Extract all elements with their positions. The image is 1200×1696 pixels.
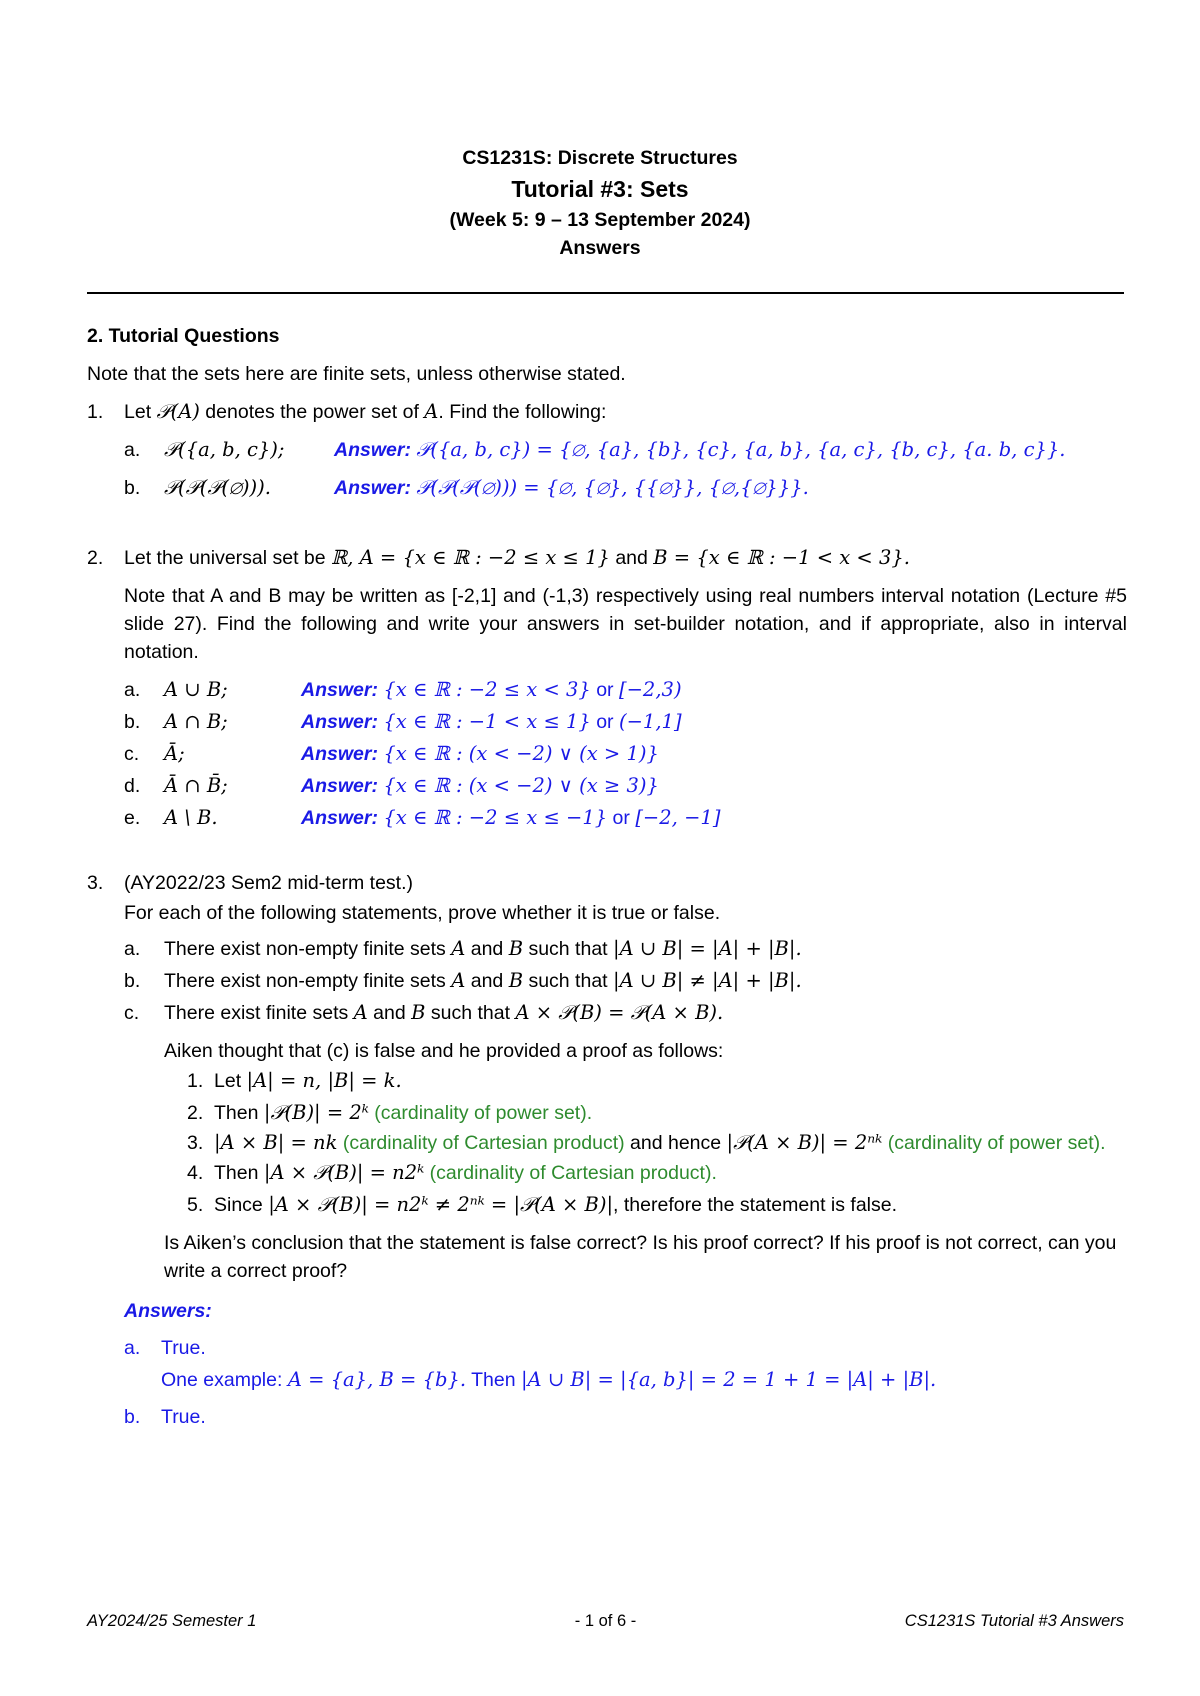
item-statement: There exist non-empty finite sets A and B such that |A ∪ B| = |A| + |B|. bbox=[164, 937, 802, 960]
interval-answer: [−2, −1] bbox=[635, 806, 721, 829]
interval-answer: [−2,3) bbox=[618, 678, 682, 701]
closing-question: Is Aiken’s conclusion that the statement is false correct? Is his proof correct? If his proof is not correct, can you write a correct proof? bbox=[164, 1232, 1117, 1282]
stem-text: Let the universal set be bbox=[124, 547, 332, 569]
section-note: Note that the sets here are finite sets, unless otherwise stated. bbox=[87, 363, 626, 385]
question-number: 1. bbox=[87, 401, 104, 423]
answers-heading: Answers: bbox=[124, 1300, 212, 1322]
question-stem bbox=[124, 542, 910, 574]
question-2e bbox=[87, 802, 1127, 834]
question-stem bbox=[124, 396, 606, 428]
header-divider bbox=[87, 292, 1124, 294]
stem-math: ℝ, A = {x ∈ ℝ : −2 ≤ x ≤ 1} bbox=[331, 546, 610, 569]
answer-3b: b. True. bbox=[124, 1406, 206, 1428]
answer-3a: a. True. bbox=[124, 1337, 206, 1359]
question-1a bbox=[87, 434, 1127, 466]
stem-math: B = {x ∈ ℝ : −1 < x < 3}. bbox=[653, 546, 910, 569]
stem-math: 𝒫(A) bbox=[156, 400, 200, 423]
question-2a bbox=[87, 674, 1127, 706]
item-label: a. bbox=[124, 679, 141, 701]
or-text: or bbox=[607, 807, 636, 829]
answer-label: Answer: bbox=[301, 775, 378, 797]
question-1 bbox=[87, 396, 1127, 428]
question-2c bbox=[87, 738, 1127, 770]
answer-label: Answer: bbox=[334, 439, 411, 461]
item-label: c. bbox=[124, 743, 140, 765]
question-3 bbox=[87, 868, 1127, 899]
question-2-note: Note that A and B may be written as [-2,1] and (-1,3) respectively using real numbers interval notation (Lecture #5 slide 27). Find the following and write your answers in set-builder notation, and if appropriate, also in interval notation. bbox=[124, 585, 1127, 663]
item-label: a. bbox=[124, 439, 141, 461]
page-title: Tutorial #3: Sets bbox=[511, 176, 689, 202]
answer-3a-example: One example: A = {a}, B = {b}. Then |A ∪ B| = |{a, b}| = 2 = 1 + 1 = |A| + |B|. bbox=[161, 1368, 937, 1391]
item-question: A \ B. bbox=[164, 806, 218, 829]
course-title: CS1231S: Discrete Structures bbox=[462, 147, 738, 169]
answer-label: Answer: bbox=[301, 711, 378, 733]
footer-semester: AY2024/25 Semester 1 bbox=[87, 1612, 257, 1630]
question-number: 3. bbox=[87, 872, 104, 894]
item-answer: 𝒫({a, b, c}) = {∅, {a}, {b}, {c}, {a, b}, {a, c}, {b, c}, {a. b, c}}. bbox=[416, 438, 1066, 461]
item-answer: {x ∈ ℝ : −2 ≤ x < 3} bbox=[383, 678, 591, 701]
question-2d bbox=[87, 770, 1127, 802]
question-source: (AY2022/23 Sem2 mid-term test.) bbox=[124, 872, 413, 894]
item-answer: {x ∈ ℝ : (x < −2) ∨ (x > 1)} bbox=[383, 742, 659, 765]
proof-step: 3. |A × B| = nk (cardinality of Cartesian product) and hence |𝒫(A × B)| = 2ⁿᵏ (cardinality of power set). bbox=[187, 1131, 1106, 1154]
item-question: A ∩ B; bbox=[164, 710, 228, 733]
page-number: - 1 of 6 - bbox=[574, 1612, 637, 1630]
item-question: Ā ∩ B̄; bbox=[164, 774, 228, 797]
proof-step: 5. Since |A × 𝒫(B)| = n2ᵏ ≠ 2ⁿᵏ = |𝒫(A × B)|, therefore the statement is false. bbox=[187, 1193, 898, 1216]
item-label: b. bbox=[124, 970, 141, 992]
item-label: d. bbox=[124, 775, 141, 797]
item-question: Ā; bbox=[164, 742, 185, 765]
answer-label: Answer: bbox=[334, 477, 411, 499]
item-answer: 𝒫(𝒫(𝒫(∅))) = {∅, {∅}, {{∅}}, {∅,{∅}}}. bbox=[416, 476, 809, 499]
or-text: or bbox=[590, 711, 619, 733]
item-answer: {x ∈ ℝ : −1 < x ≤ 1} bbox=[383, 710, 591, 733]
question-3-instruction: For each of the following statements, prove whether it is true or false. bbox=[124, 902, 721, 924]
stem-text: and bbox=[609, 547, 654, 569]
aiken-proof bbox=[187, 1065, 1127, 1221]
item-label: a. bbox=[124, 938, 141, 960]
item-answer: {x ∈ ℝ : −2 ≤ x ≤ −1} bbox=[383, 806, 608, 829]
or-text: or bbox=[590, 679, 619, 701]
question-3b bbox=[87, 965, 1127, 997]
question-3c bbox=[87, 997, 1127, 1029]
aiken-intro: Aiken thought that (c) is false and he provided a proof as follows: bbox=[164, 1040, 724, 1062]
item-statement: There exist finite sets A and B such that A × 𝒫(B) = 𝒫(A × B). bbox=[164, 1001, 724, 1024]
stem-text: Let bbox=[124, 401, 157, 423]
item-answer: {x ∈ ℝ : (x < −2) ∨ (x ≥ 3)} bbox=[383, 774, 659, 797]
document-header bbox=[0, 144, 1200, 262]
question-2 bbox=[87, 542, 1127, 574]
proof-step: 4. Then |A × 𝒫(B)| = n2ᵏ (cardinality of Cartesian product). bbox=[187, 1161, 717, 1184]
item-question: 𝒫({a, b, c}); bbox=[164, 438, 285, 461]
question-2b bbox=[87, 706, 1127, 738]
week-label: (Week 5: 9 – 13 September 2024) bbox=[449, 209, 751, 231]
answers-label: Answers bbox=[559, 237, 641, 259]
item-question: 𝒫(𝒫(𝒫(∅))). bbox=[164, 476, 271, 499]
question-1b bbox=[87, 472, 1127, 504]
stem-text: . Find the following: bbox=[438, 401, 607, 423]
item-label: c. bbox=[124, 1002, 140, 1024]
item-label: e. bbox=[124, 807, 141, 829]
item-question: A ∪ B; bbox=[164, 678, 228, 701]
answer-label: Answer: bbox=[301, 679, 378, 701]
proof-step: 1. Let |A| = n, |B| = k. bbox=[187, 1069, 402, 1092]
answer-label: Answer: bbox=[301, 743, 378, 765]
interval-answer: (−1,1] bbox=[618, 710, 682, 733]
question-number: 2. bbox=[87, 547, 104, 569]
document-body bbox=[87, 322, 1127, 1433]
proof-step: 2. Then |𝒫(B)| = 2ᵏ (cardinality of power set). bbox=[187, 1101, 593, 1124]
answer-label: Answer: bbox=[301, 807, 378, 829]
item-label: b. bbox=[124, 711, 141, 733]
stem-text: denotes the power set of bbox=[199, 401, 425, 423]
question-3a bbox=[87, 933, 1127, 965]
item-label: b. bbox=[124, 477, 141, 499]
stem-math: A bbox=[424, 400, 439, 423]
item-statement: There exist non-empty finite sets A and B such that |A ∪ B| ≠ |A| + |B|. bbox=[164, 969, 802, 992]
footer-doc-title: CS1231S Tutorial #3 Answers bbox=[904, 1612, 1124, 1630]
section-heading: 2. Tutorial Questions bbox=[87, 325, 280, 347]
